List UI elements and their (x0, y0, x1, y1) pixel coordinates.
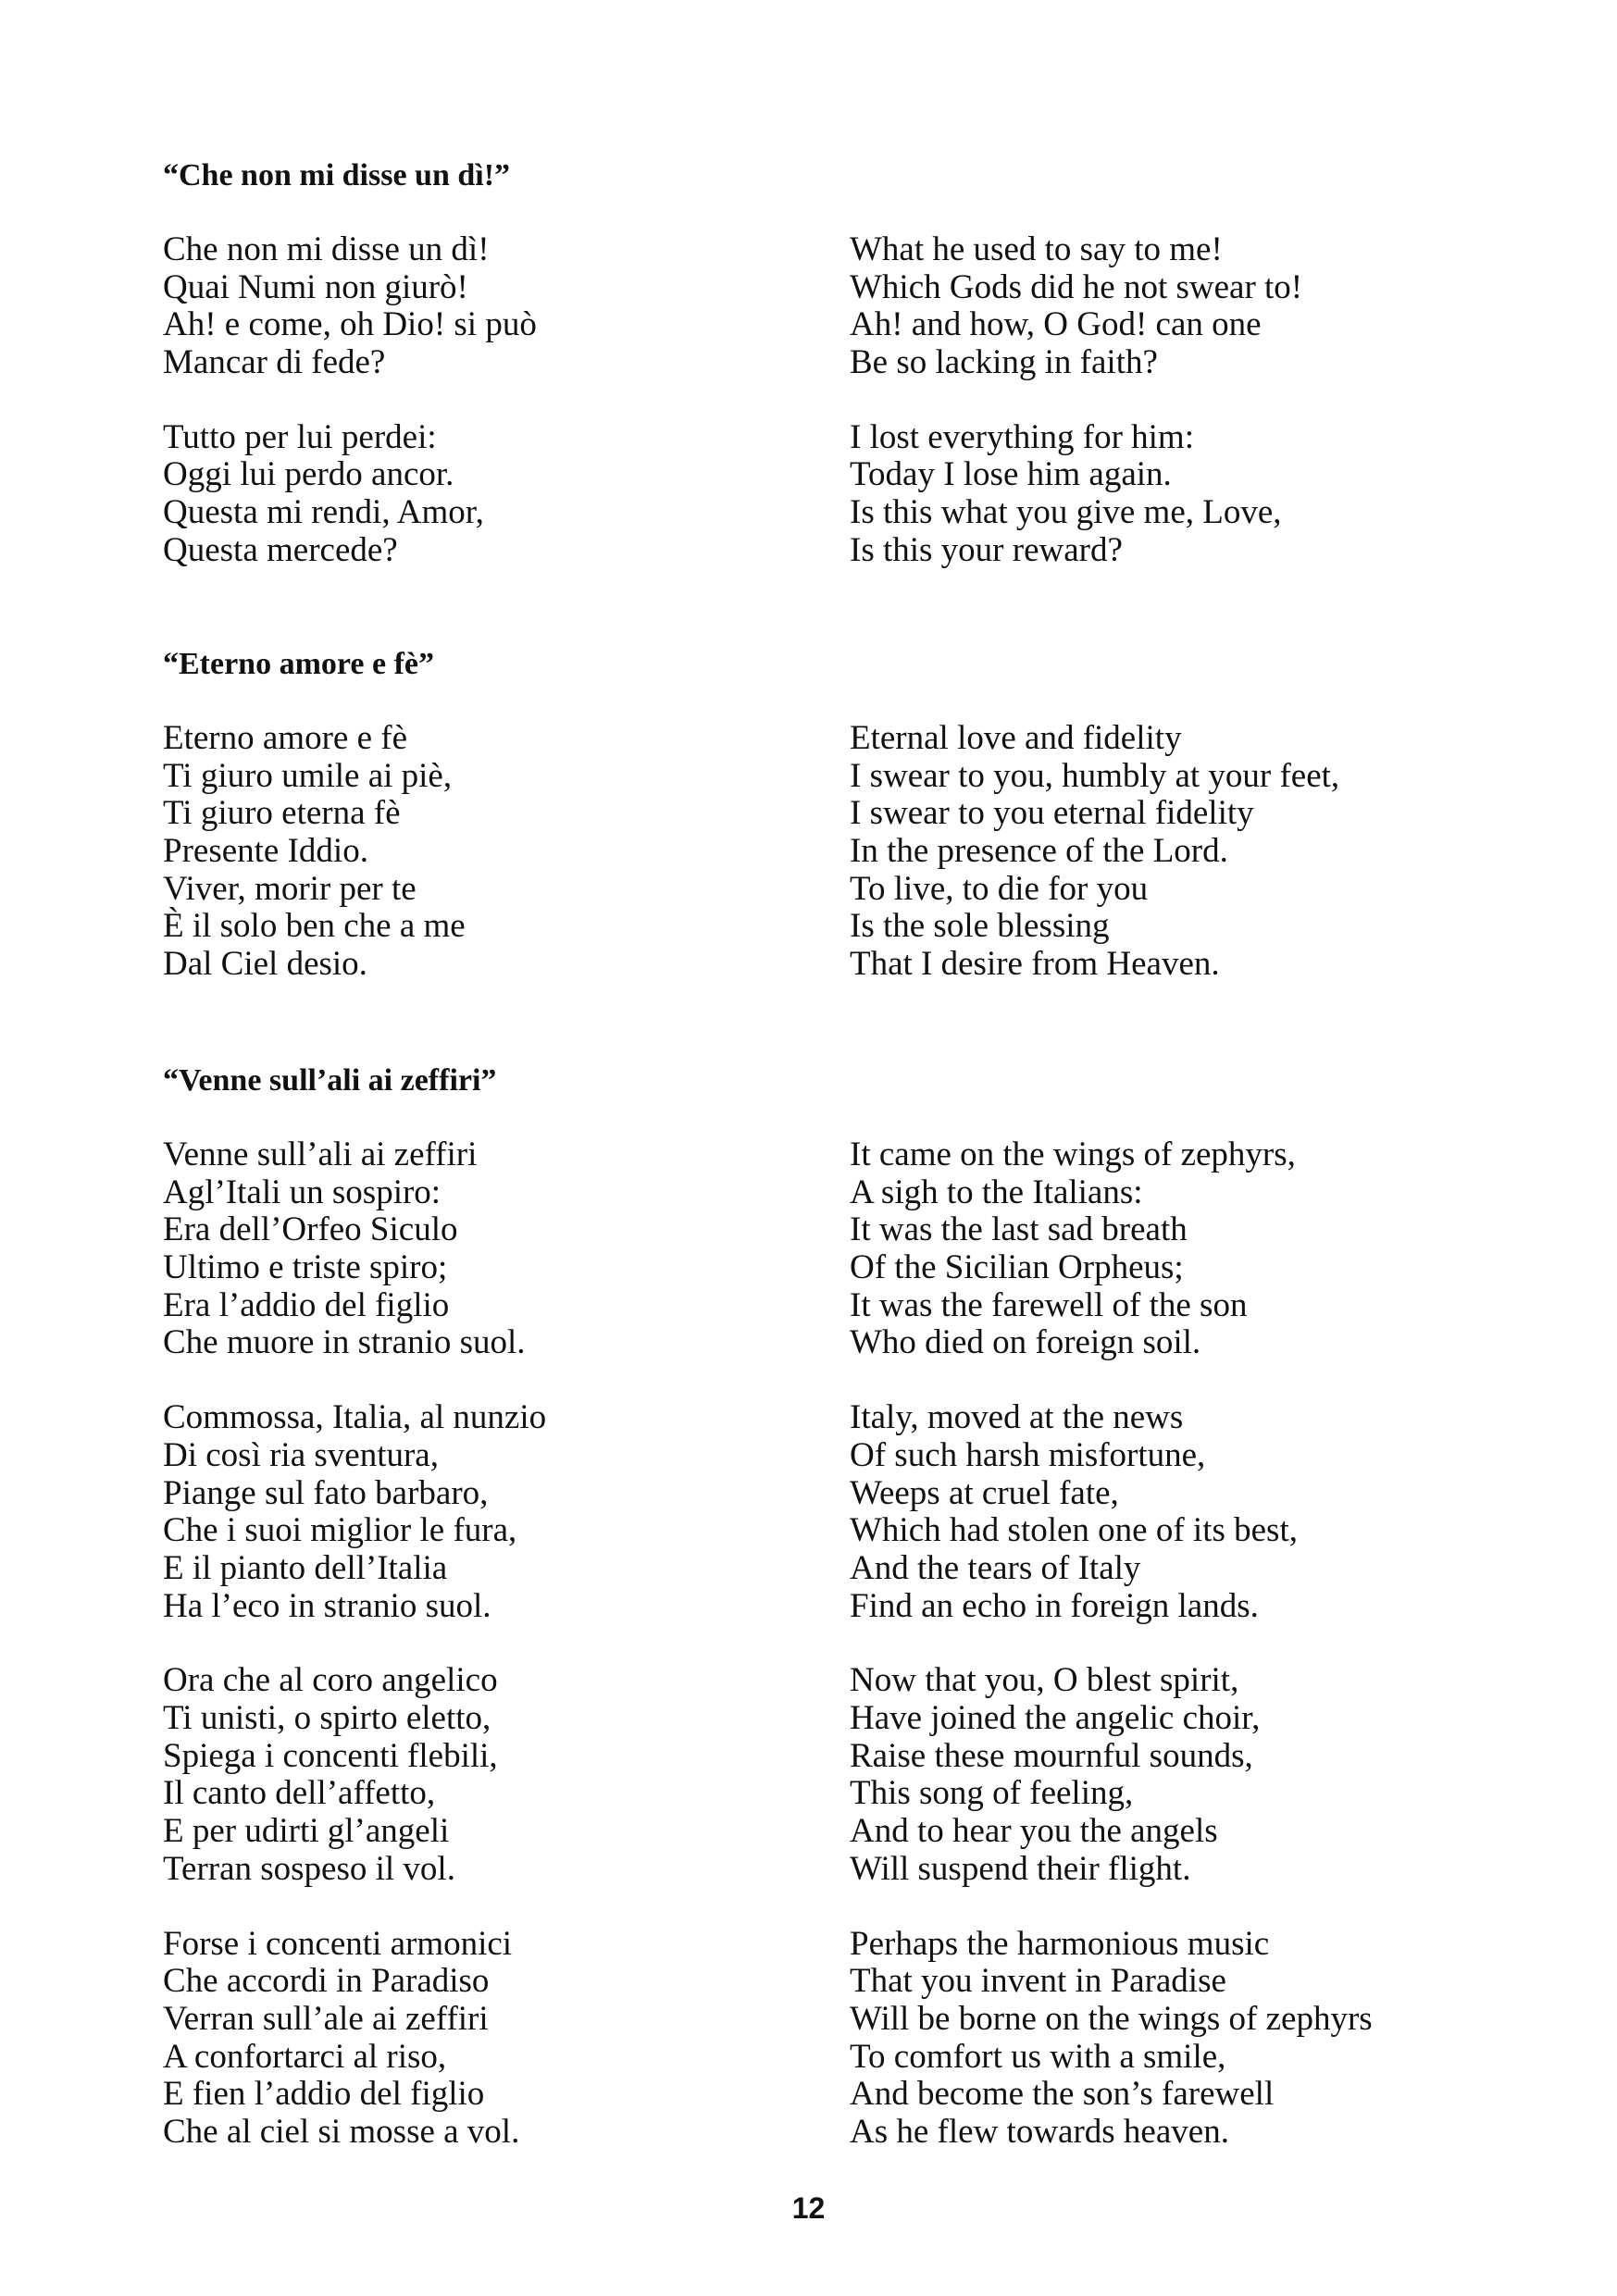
verses (163, 1136, 1459, 2152)
english-stanza (850, 720, 1339, 984)
english-line: And to hear you the angels (850, 1812, 1218, 1851)
english-stanza (850, 1662, 1260, 1888)
italian-line: Commossa, Italia, al nunzio (163, 1398, 547, 1437)
italian-line: Tutto per lui perdei: (163, 417, 437, 456)
english-line: It was the last sad breath (850, 1210, 1188, 1249)
italian-line: Piange sul fato barbaro, (163, 1473, 489, 1512)
italian-line: Terran sospeso il vol. (163, 1849, 455, 1888)
english-line: Is the sole blessing (850, 907, 1110, 946)
english-line: I lost everything for him: (850, 417, 1194, 456)
italian-line: E il pianto dell’Italia (163, 1548, 448, 1587)
english-line: What he used to say to me! (850, 230, 1223, 268)
song-section (163, 646, 1459, 984)
italian-line: Forse i concenti armonici (163, 1924, 513, 1963)
english-line: Which Gods did he not swear to! (850, 267, 1303, 306)
italian-line: Viver, morir per te (163, 869, 417, 908)
english-line: I swear to you eternal fidelity (850, 794, 1254, 833)
italian-line: È il solo ben che a me (163, 907, 466, 946)
stanza (163, 419, 1459, 570)
english-stanza (850, 1136, 1296, 1362)
english-line: Now that you, O blest spirit, (850, 1661, 1239, 1700)
english-line: And the tears of Italy (850, 1548, 1141, 1587)
english-line: It came on the wings of zephyrs, (850, 1136, 1296, 1173)
english-line: Perhaps the harmonious music (850, 1924, 1270, 1963)
verses (163, 231, 1459, 570)
english-line: This song of feeling, (850, 1774, 1134, 1813)
italian-line: Mancar di fede? (163, 343, 386, 382)
english-stanza (850, 1399, 1298, 1625)
english-line: Eternal love and fidelity (850, 719, 1182, 757)
italian-line: Ti giuro umile ai piè, (163, 756, 453, 795)
song-section (163, 1062, 1459, 2152)
italian-line: Eterno amore e fè (163, 719, 407, 757)
english-line: Weeps at cruel fate, (850, 1473, 1119, 1512)
english-line: In the presence of the Lord. (850, 832, 1228, 871)
italian-stanza (163, 1926, 519, 2152)
italian-line: Ha l’eco in stranio suol. (163, 1586, 491, 1625)
stanza (163, 1399, 1459, 1625)
italian-line: Questa mi rendi, Amor, (163, 493, 484, 532)
italian-line: Che muore in stranio suol. (163, 1323, 526, 1362)
song-title: “Eterno amore e fè” (163, 647, 434, 681)
italian-line: Presente Iddio. (163, 832, 368, 871)
english-stanza (850, 1926, 1373, 2152)
italian-line: Di così ria sventura, (163, 1435, 439, 1474)
english-line: A sigh to the Italians: (850, 1173, 1143, 1211)
italian-line: Verran sull’ale ai zeffiri (163, 1999, 489, 2038)
english-line: Will suspend their flight. (850, 1849, 1191, 1888)
italian-line: Che non mi disse un dì! (163, 230, 490, 268)
english-line: I swear to you, humbly at your feet, (850, 756, 1340, 795)
english-line: To comfort us with a smile, (850, 2037, 1226, 2076)
english-line: That I desire from Heaven. (850, 945, 1220, 984)
english-line: Is this what you give me, Love, (850, 493, 1282, 532)
italian-line: Il canto dell’affetto, (163, 1774, 436, 1813)
english-line: Is this your reward? (850, 530, 1123, 569)
verses (163, 720, 1459, 984)
english-line: Be so lacking in faith? (850, 343, 1158, 382)
italian-stanza (163, 1136, 526, 1362)
italian-line: Era dell’Orfeo Siculo (163, 1210, 458, 1249)
page-number: 12 (791, 2191, 826, 2225)
italian-stanza (163, 1662, 498, 1888)
english-line: As he flew towards heaven. (850, 2113, 1229, 2151)
song-section (163, 157, 1459, 570)
italian-line: A confortarci al riso, (163, 2037, 447, 2076)
italian-line: Era l’addio del figlio (163, 1285, 450, 1324)
english-stanza (850, 231, 1302, 382)
song-title: “Venne sull’ali ai zeffiri” (163, 1063, 497, 1098)
song-title: “Che non mi disse un dì!” (163, 158, 511, 192)
english-line: Of such harsh misfortune, (850, 1435, 1206, 1474)
italian-line: Oggi lui perdo ancor. (163, 455, 454, 494)
italian-line: E fien l’addio del figlio (163, 2075, 485, 2114)
english-line: Ah! and how, O God! can one (850, 305, 1262, 344)
stanza (163, 1662, 1459, 1888)
italian-stanza (163, 1399, 546, 1625)
italian-line: Spiega i concenti flebili, (163, 1736, 498, 1775)
italian-line: Quai Numi non giurò! (163, 267, 468, 306)
italian-line: Dal Ciel desio. (163, 945, 367, 984)
english-line: That you invent in Paradise (850, 1962, 1226, 2001)
italian-line: Ti unisti, o spirto eletto, (163, 1699, 491, 1738)
italian-line: Che al ciel si mosse a vol. (163, 2113, 520, 2151)
english-line: Of the Sicilian Orpheus; (850, 1248, 1184, 1287)
english-line: Find an echo in foreign lands. (850, 1586, 1259, 1625)
english-line: Italy, moved at the news (850, 1398, 1184, 1437)
english-line: It was the farewell of the son (850, 1285, 1248, 1324)
english-stanza (850, 419, 1282, 570)
italian-line: Ah! e come, oh Dio! si può (163, 305, 537, 344)
italian-stanza (163, 419, 484, 570)
italian-line: Ultimo e triste spiro; (163, 1248, 448, 1287)
english-line: Will be borne on the wings of zephyrs (850, 1999, 1373, 2038)
italian-line: Che accordi in Paradiso (163, 1962, 490, 2001)
english-line: Who died on foreign soil. (850, 1323, 1201, 1362)
english-line: Today I lose him again. (850, 455, 1172, 494)
italian-line: Venne sull’ali ai zeffiri (163, 1136, 478, 1173)
stanza (163, 1136, 1459, 1362)
english-line: To live, to die for you (850, 869, 1149, 908)
italian-line: E per udirti gl’angeli (163, 1812, 450, 1851)
english-line: Have joined the angelic choir, (850, 1699, 1261, 1738)
italian-line: Agl’Itali un sospiro: (163, 1173, 442, 1211)
italian-line: Ora che al coro angelico (163, 1661, 498, 1700)
italian-line: Ti giuro eterna fè (163, 794, 401, 833)
english-line: Raise these mournful sounds, (850, 1736, 1253, 1775)
stanza (163, 1926, 1459, 2152)
italian-stanza (163, 720, 466, 984)
english-line: Which had stolen one of its best, (850, 1511, 1298, 1550)
italian-line: Che i suoi miglior le fura, (163, 1511, 517, 1550)
english-line: And become the son’s farewell (850, 2075, 1275, 2114)
italian-line: Questa mercede? (163, 530, 398, 569)
stanza (163, 231, 1459, 382)
stanza (163, 720, 1459, 984)
italian-stanza (163, 231, 537, 382)
